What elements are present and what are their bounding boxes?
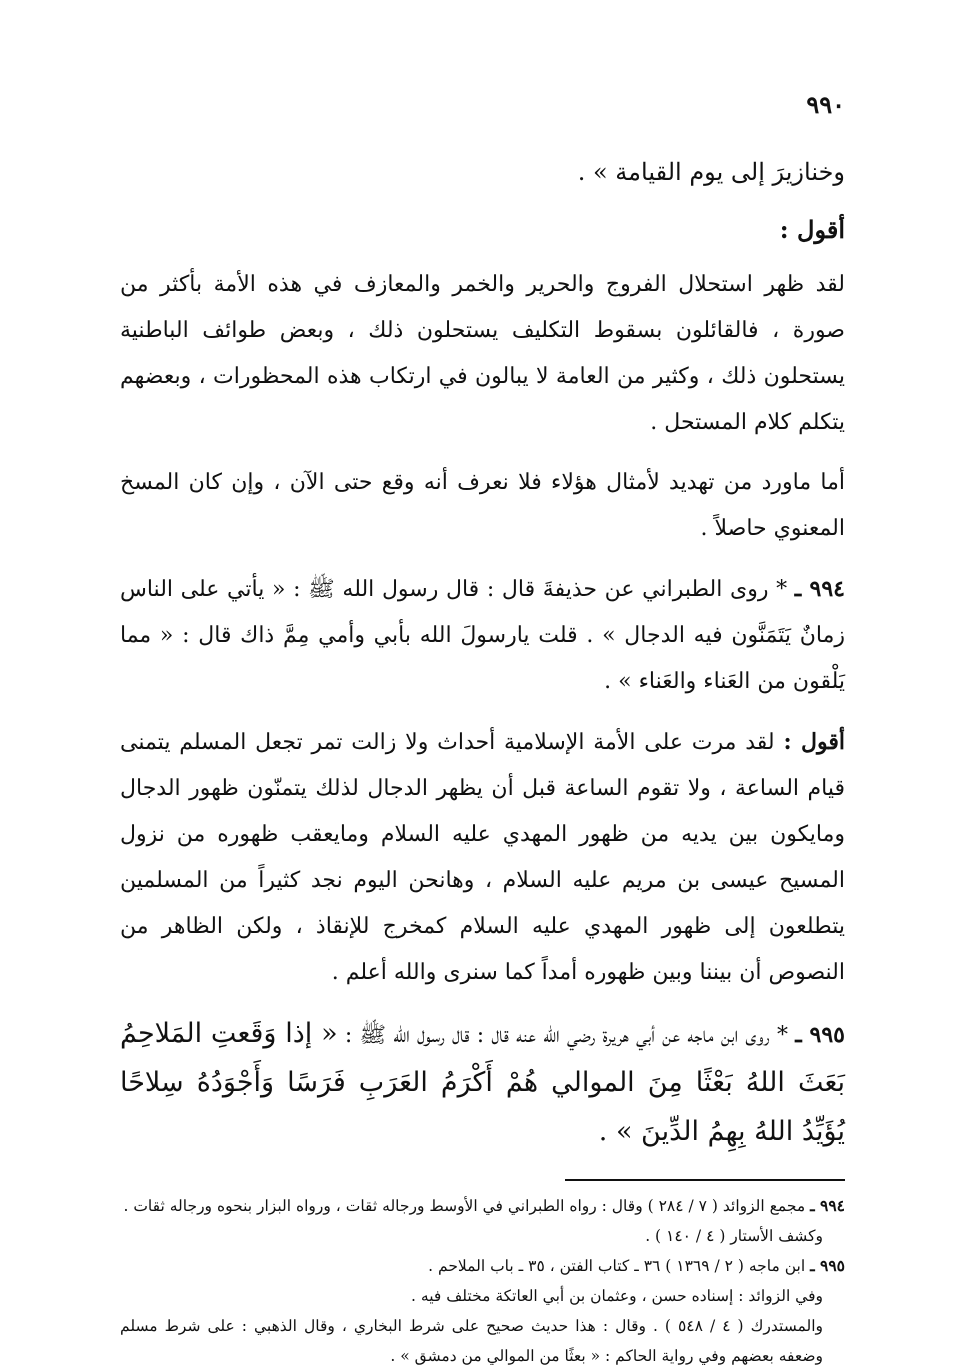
hadith-994-text: * روى الطبراني عن حذيفةَ قال : قال رسول الله ﷺ : « يأتي على الناس زمانٌ يَتَمَنَّون فيه الدجال » . قلت يارسولَ الله بأبي وأمي مِمَّ ذاك قال : « مما يَلْقون من العَناء والعَناء » .: [120, 577, 845, 694]
page-body: [120, 90, 845, 1371]
footnote-995-number: ٩٩٥ ـ: [810, 1256, 845, 1275]
footnote-994: [120, 1191, 845, 1221]
footnote-995-continuation-2: والمستدرك ( ٤ / ٥٤٨ ) . وقال : هذا حديث صحيح على شرط البخاري ، وقال الذهبي : على شرط مسلم وضعفه بعضهم وفي رواية الحاكم : « بعثًا من الموالي من دمشق » .: [120, 1317, 823, 1365]
comment-994-text: لقد مرت على الأمة الإسلامية أحداث ولا زالت تمر تجعل المسلم يتمنى قيام الساعة ، ولا تقوم الساعة قبل أن يظهر الدجال لذلك يتمنّون ظهور الدجال ومايكون بين يديه من ظهور المهدي عليه السلام ومايعقب ظهوره من نزول المسيح عيسى بن مريم عليه السلام ، وهانحن اليوم نجد كثيراً من المسلمين يتطلعون إلى ظهور المهدي عليه السلام كمخرج للإنقاذ ، ولكن الظاهر من النصوص أن بيننا وبين ظهوره أمداً كما سنرى والله أعلم .: [120, 730, 845, 985]
footnote-994-continuation: وكشف الأستار ( ٤ / ١٤٠ ) .: [645, 1227, 823, 1245]
hadith-995-number: ٩٩٥ ـ: [795, 1022, 845, 1048]
comment-994: [120, 719, 845, 996]
continued-hadith-line: وخنازيرَ إلى يوم القيامة » .: [577, 158, 845, 186]
hadith-994-number: ٩٩٤ ـ: [794, 576, 845, 602]
footnotes: [120, 1191, 845, 1371]
section-heading: أقول :: [779, 215, 845, 244]
page-number: ٩٩٠: [806, 90, 845, 119]
paragraph-2: أما ماورد من تهديد لأمثال هؤلاء فلا نعرف أنه وقع حتى الآن ، وإن كان المسخ المعنوي حاصلاً .: [120, 470, 845, 541]
paragraph-1: لقد ظهر استحلال الفروج والحرير والخمر والمعازف في هذه الأمة بأكثر من صورة ، فالقائلون بسقوط التكليف يستحلون ذلك ، وبعض طوائف الباطنية يستحلون ذلك ، وكثير من العامة لا يبالون في ارتكاب هذه المحظورات ، وبعضهم يتكلم كلام المستحل .: [120, 272, 845, 435]
hadith-994: [120, 566, 845, 705]
footnote-995: [120, 1251, 845, 1281]
footnote-995-text: ابن ماجه ( ٢ / ١٣٦٩ ) ٣٦ ـ كتاب الفتن ، ٣٥ ـ باب الملاحم .: [428, 1257, 806, 1275]
footnote-995-continuation: وفي الزوائد : إسناده حسن ، وعثمان بن أبي العاتكة مختلف فيه .: [411, 1287, 823, 1305]
footnote-994-text: مجمع الزوائد ( ٧ / ٢٨٤ ) وقال : رواه الطبراني في الأوسط ورجاله ثقات ، ورواه البزار بنحوه ورجاله ثقات .: [123, 1197, 806, 1215]
comment-994-label: أقول :: [783, 729, 846, 755]
hadith-995-intro: * روى ابن ماجه عن أبي هريرة رضي الله عنه قال : قال رسول الله ﷺ :: [344, 1023, 788, 1048]
footnote-994-number: ٩٩٤ ـ: [810, 1196, 845, 1215]
footnote-divider: [565, 1179, 845, 1181]
hadith-995-quote: « إذا وَقَعتِ المَلاحِمُ بَعَثَ اللهُ بَعْثًا مِنَ الموالي هُمْ أَكْرَمُ العَرَبِ فَرَسًا وَأَجْوَدُهُ سِلاحًا يُؤَيِّدُ اللهُ بِهِمُ الدِّينَ » .: [120, 1018, 845, 1147]
hadith-995: [120, 1010, 845, 1157]
